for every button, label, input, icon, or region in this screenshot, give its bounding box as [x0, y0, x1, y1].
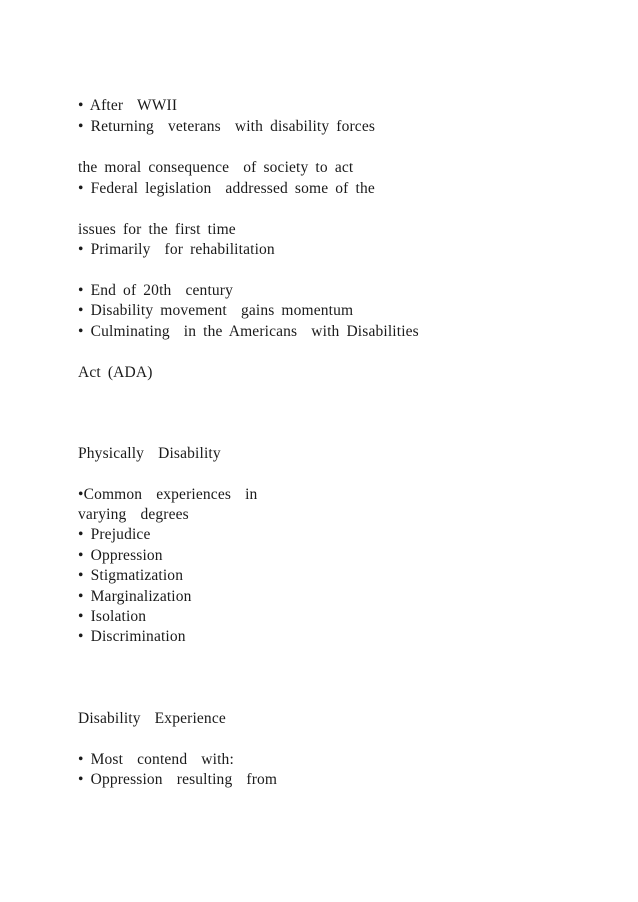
text-line: • Disability movement gains momentum [78, 302, 354, 319]
text-line: • Marginalization [78, 588, 192, 605]
text-line: •Common experiences in [78, 486, 258, 503]
text-line: • Isolation [78, 608, 147, 625]
text-line: • Prejudice [78, 526, 151, 543]
text-line: • Culminating in the Americans with Disabilities [78, 323, 419, 340]
text-line: • After WWII [78, 97, 178, 114]
section-heading: Physically Disability [78, 445, 221, 462]
text-line: issues for the first time [78, 221, 236, 238]
text-line: • Oppression resulting from [78, 771, 278, 788]
text-line: • Most contend with: [78, 751, 234, 768]
text-line: Act (ADA) [78, 364, 153, 381]
text-line: varying degrees [78, 506, 189, 523]
text-line: • Stigmatization [78, 567, 184, 584]
text-line: the moral consequence of society to act [78, 159, 354, 176]
section-heading: Disability Experience [78, 710, 226, 727]
text-line: • Oppression [78, 547, 163, 564]
text-line: • Returning veterans with disability forces [78, 118, 376, 135]
text-line: • Primarily for rehabilitation [78, 241, 275, 258]
text-line: • Discrimination [78, 628, 186, 645]
text-line: • Federal legislation addressed some of the [78, 180, 375, 197]
text-line: • End of 20th century [78, 282, 234, 299]
